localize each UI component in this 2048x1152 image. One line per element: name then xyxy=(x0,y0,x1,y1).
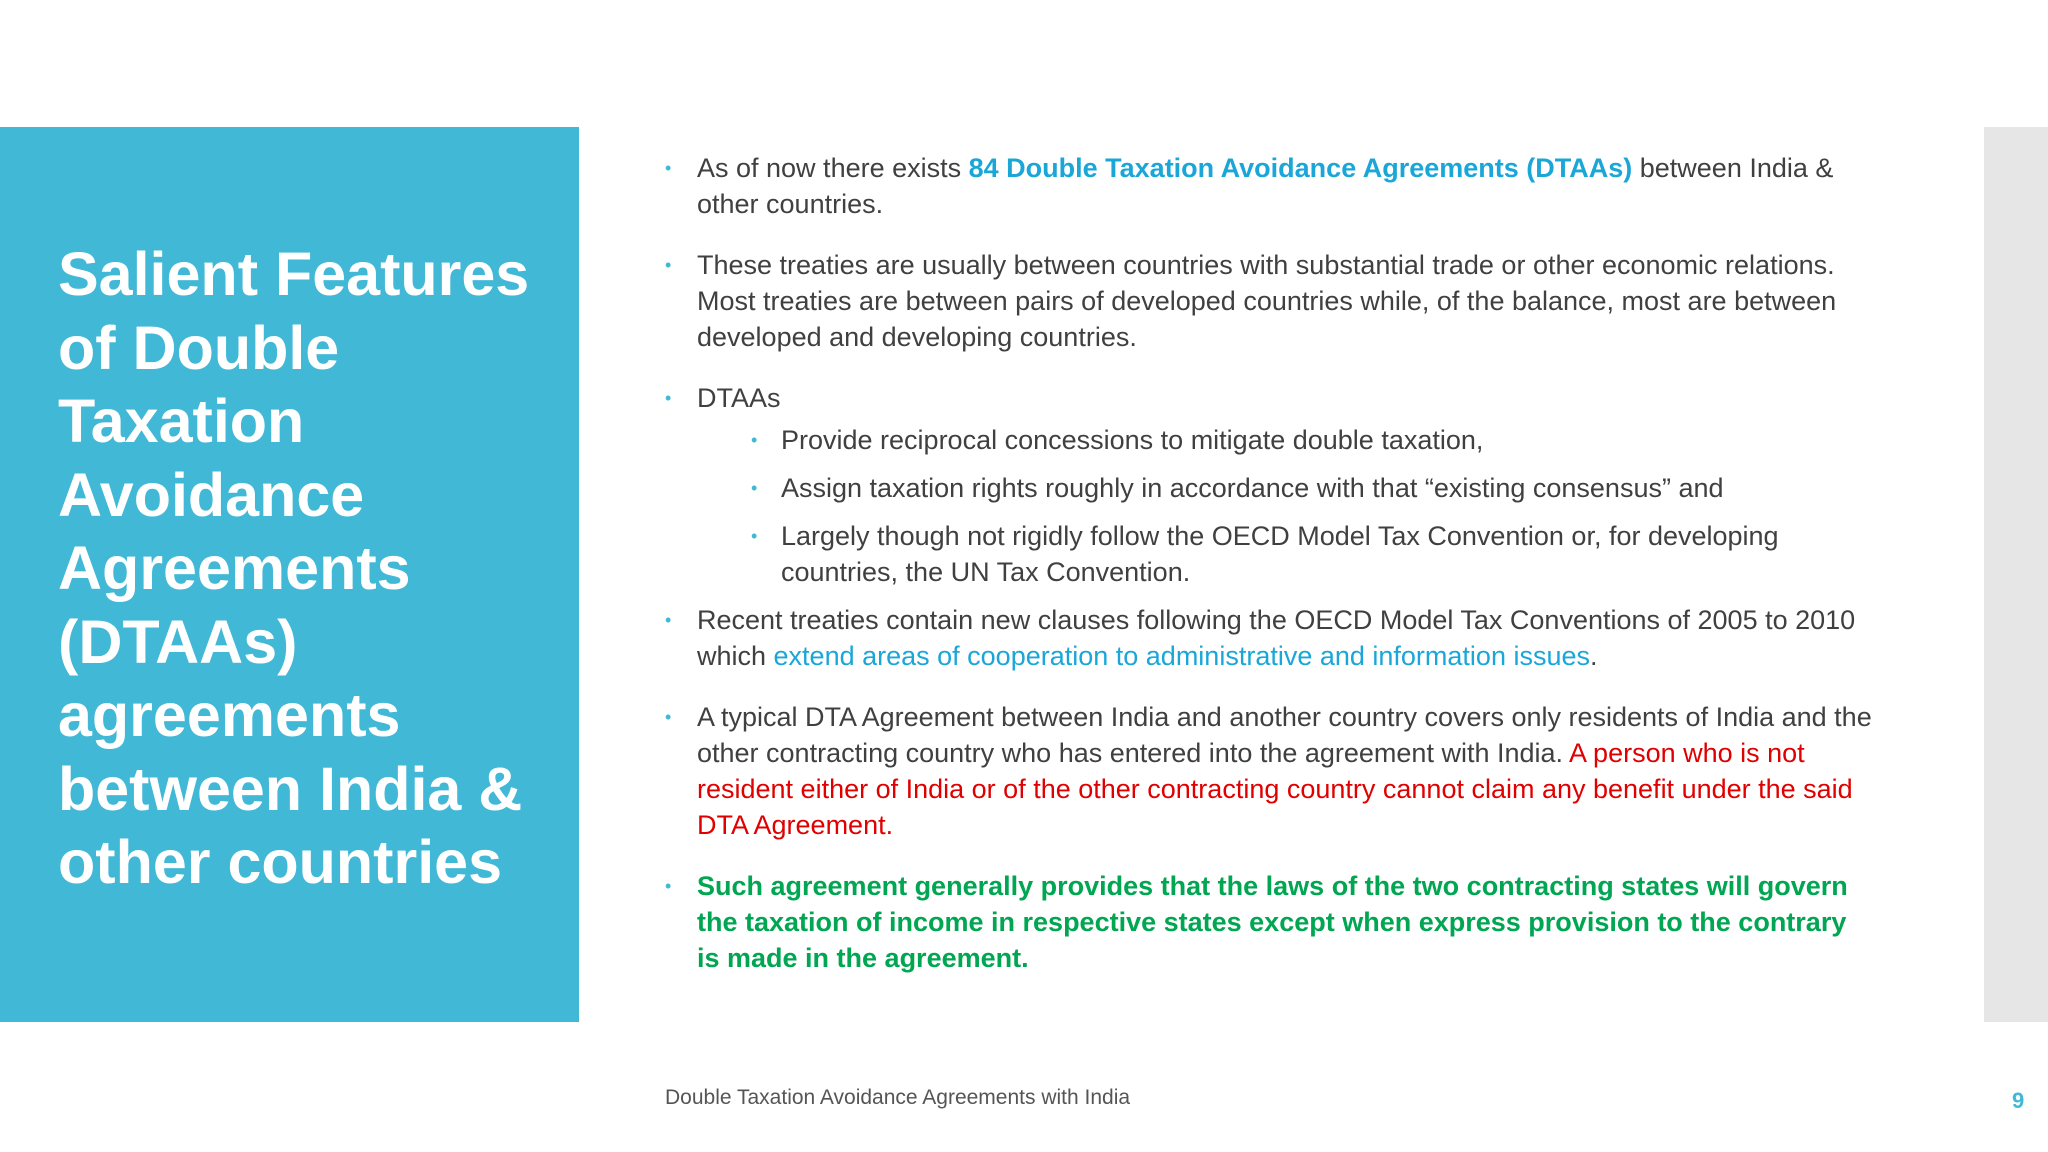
bullet-governing-laws xyxy=(663,868,1873,976)
sub-bullet-taxation-rights: • Assign taxation rights roughly in accordance with that “existing consensus” and xyxy=(663,470,1873,506)
bullet-icon: • xyxy=(665,610,672,630)
bullet-typical-agreement: • A typical DTA Agreement between India and another country covers only residents of India and the other contracting country who has entered into the agreement with India. A person who is not resident either of India or of the other contracting country cannot claim any benefit under the said DTA Agreement. xyxy=(663,699,1873,843)
bullet-icon: • xyxy=(665,876,672,896)
cooperation-highlight: extend areas of cooperation to administrative and information issues xyxy=(773,641,1590,671)
bullet-list xyxy=(663,150,1873,1001)
dtaa-count-highlight: 84 Double Taxation Avoidance Agreements (DTAAs) xyxy=(968,153,1633,183)
right-edge-band xyxy=(1984,127,2048,1022)
sub-bullet-concessions: • Provide reciprocal concessions to mitigate double taxation, xyxy=(663,422,1873,458)
bullet-recent-treaties: • Recent treaties contain new clauses following the OECD Model Tax Conventions of 2005 to 2010 which extend areas of cooperation to administrative and information issues. xyxy=(663,602,1873,674)
bullet-icon: • xyxy=(751,478,758,498)
bullet-dtaa-count: • As of now there exists 84 Double Taxation Avoidance Agreements (DTAAs) between India & other countries. xyxy=(663,150,1873,222)
bullet-icon: • xyxy=(751,430,758,450)
bullet-icon: • xyxy=(665,158,672,178)
bullet-icon: • xyxy=(665,255,672,275)
bullet-dtaas: • DTAAs xyxy=(663,380,1873,416)
footer-text: Double Taxation Avoidance Agreements with India xyxy=(665,1086,1131,1109)
page-number: 9 xyxy=(2012,1088,2025,1113)
bullet-icon: • xyxy=(751,526,758,546)
bullet-treaty-parties: • These treaties are usually between countries with substantial trade or other economic relations. Most treaties are between pairs of developed countries while, of the balance, most are between developed and developing countries. xyxy=(663,247,1873,355)
bullet-icon: • xyxy=(665,388,672,408)
non-resident-warning: A person who is not resident either of India or of the other contracting country cannot claim any benefit under the said DTA Agreement. xyxy=(697,738,1853,840)
dtaas-sub-list xyxy=(663,422,1873,590)
bullet-icon: • xyxy=(665,707,672,727)
governing-laws-text: Such agreement generally provides that the laws of the two contracting states will govern the taxation of income in respective states except when express provision to the contrary is made in the agreement. xyxy=(697,871,1848,973)
slide-title: Salient Features of Double Taxation Avoidance Agreements (DTAAs) agreements between India & other countries xyxy=(58,240,530,896)
sub-bullet-oecd-model: • Largely though not rigidly follow the OECD Model Tax Convention or, for developing countries, the UN Tax Convention. xyxy=(663,518,1873,590)
